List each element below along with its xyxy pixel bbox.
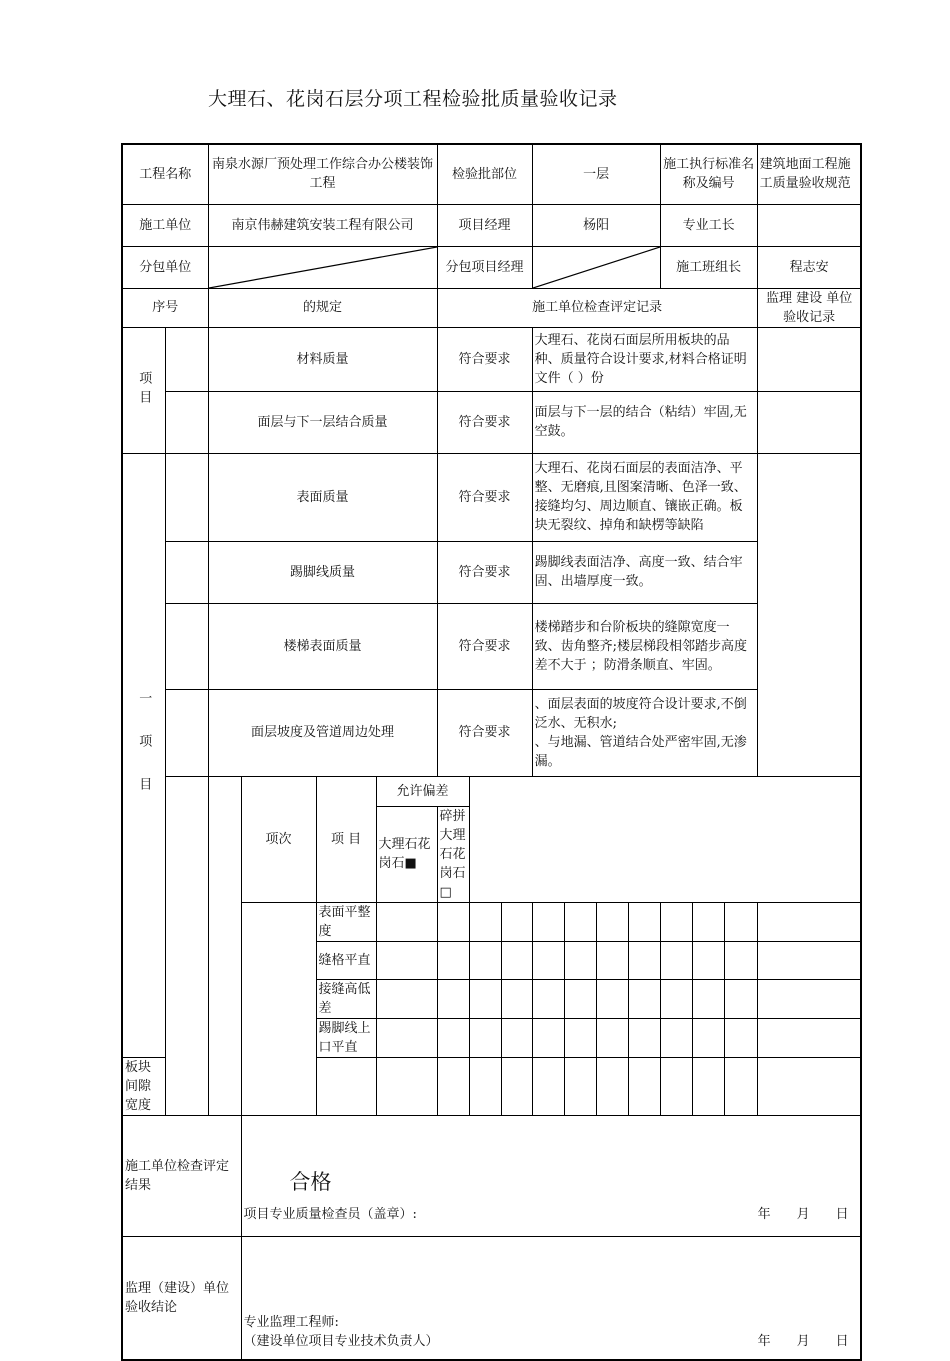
foreman-label: 专业工长 xyxy=(660,204,757,246)
standard-value: 建筑地面工程施工质量验收规范 xyxy=(757,144,861,204)
col-rule: 的规定 xyxy=(208,288,437,327)
team-leader-value: 程志安 xyxy=(757,246,861,288)
general-item-seq xyxy=(165,689,208,776)
deviation-item-label: 项 目 xyxy=(316,776,376,902)
general-item-result: 符合要求 xyxy=(437,453,532,541)
project-name-label: 工程名称 xyxy=(122,144,208,204)
general-item-name: 面层坡度及管道周边处理 xyxy=(208,689,437,776)
supervision-content xyxy=(241,1236,861,1360)
col-seq: 序号 xyxy=(122,288,208,327)
general-group-label: 一项目 xyxy=(122,453,165,1057)
general-item-record: 楼梯踏步和台阶板块的缝隙宽度一致、齿角整齐;楼层梯段相邻踏步高度差不大于 ；防滑条顺直、牢固。 xyxy=(532,603,757,689)
general-item-record: 大理石、花岗石面层的表面洁净、平整、无磨痕,且图案清晰、色泽一致、接缝均匀、周边顺直、镶嵌正确。板块无裂纹、掉角和缺楞等缺陷 xyxy=(532,453,757,541)
general-item-name: 踢脚线质量 xyxy=(208,541,437,603)
general-item-record: 踢脚线表面洁净、高度一致、结合牢固、出墙厚度一致。 xyxy=(532,541,757,603)
sub-value-empty xyxy=(208,246,437,288)
foreman-value xyxy=(757,204,861,246)
deviation-seq-label: 项次 xyxy=(241,776,316,902)
sub-pm-value-empty xyxy=(532,246,660,288)
deviation-row-label: 表面平整度 xyxy=(316,902,376,941)
pm-value: 杨阳 xyxy=(532,204,660,246)
general-item-seq xyxy=(165,541,208,603)
main-item-result: 符合要求 xyxy=(437,327,532,391)
col-supervision: 监理 建设 单位验收记录 xyxy=(757,288,861,327)
col-check-record: 施工单位检查评定记录 xyxy=(437,288,757,327)
batch-part-value: 一层 xyxy=(532,144,660,204)
inspection-form xyxy=(121,143,862,1361)
allowed-deviation-label: 允许偏差 xyxy=(376,776,469,806)
result-verdict: 合格 xyxy=(289,1170,332,1194)
main-item-seq xyxy=(165,327,208,391)
supervision-label: 监理（建设）单位验收结论 xyxy=(122,1236,241,1360)
diagonal-slash xyxy=(533,247,660,288)
deviation-seq-col xyxy=(241,902,316,1115)
tech-lead-label: （建设单位项目专业技术负责人） xyxy=(243,1334,439,1349)
main-item-record: 面层与下一层的结合（粘结）牢固,无空鼓。 xyxy=(532,391,757,453)
result-label: 施工单位检查评定结果 xyxy=(122,1115,241,1236)
main-item-supervision xyxy=(757,327,861,391)
deviation-col-mosaic: 碎拼大理石花岗石□ xyxy=(437,806,469,902)
sub-label: 分包单位 xyxy=(122,246,208,288)
result-date: 年 月 日 xyxy=(757,1206,849,1222)
general-item-result: 符合要求 xyxy=(437,603,532,689)
deviation-row-label: 接缝高低差 xyxy=(316,979,376,1018)
contractor-value: 南京伟赫建筑安装工程有限公司 xyxy=(208,204,437,246)
general-item-record: 、面层表面的坡度符合设计要求,不倒泛水、无积水; 、与地漏、管道结合处严密牢固,无渗漏。 xyxy=(532,689,757,776)
main-item-supervision xyxy=(757,391,861,453)
general-item-supervision xyxy=(757,453,861,776)
inspector-label: 项目专业质量检查员（盖章）: xyxy=(243,1206,417,1222)
main-item-name: 材料质量 xyxy=(208,327,437,391)
deviation-row-label: 板块间隙宽度 xyxy=(122,1057,165,1115)
sub-pm-label: 分包项目经理 xyxy=(437,246,532,288)
deviation-row-label: 踢脚线上口平直 xyxy=(316,1018,376,1057)
diagonal-slash xyxy=(209,247,437,288)
page-title: 大理石、花岗石层分项工程检验批质量验收记录 xyxy=(208,88,618,110)
batch-part-label: 检验批部位 xyxy=(437,144,532,204)
general-item-seq xyxy=(165,453,208,541)
supervision-date: 年 月 日 xyxy=(757,1334,849,1349)
deviation-spacer xyxy=(208,776,241,1115)
main-item-name: 面层与下一层结合质量 xyxy=(208,391,437,453)
main-group-label: 项目 xyxy=(122,327,165,453)
pm-label: 项目经理 xyxy=(437,204,532,246)
main-item-result: 符合要求 xyxy=(437,391,532,453)
general-item-result: 符合要求 xyxy=(437,541,532,603)
deviation-measure-blank xyxy=(469,776,861,902)
general-item-name: 表面质量 xyxy=(208,453,437,541)
general-item-name: 楼梯表面质量 xyxy=(208,603,437,689)
main-item-record: 大理石、花岗石面层所用板块的品种、质量符合设计要求,材料合格证明文件（ ）份 xyxy=(532,327,757,391)
contractor-label: 施工单位 xyxy=(122,204,208,246)
general-item-seq xyxy=(165,603,208,689)
main-item-seq xyxy=(165,391,208,453)
general-item-result: 符合要求 xyxy=(437,689,532,776)
result-content xyxy=(241,1115,861,1236)
deviation-seq-blank xyxy=(165,776,208,1115)
team-leader-label: 施工班组长 xyxy=(660,246,757,288)
standard-label: 施工执行标准名称及编号 xyxy=(660,144,757,204)
deviation-row-label: 缝格平直 xyxy=(316,941,376,979)
project-name-value: 南泉水源厂预处理工作综合办公楼装饰工程 xyxy=(208,144,437,204)
engineer-label: 专业监理工程师: xyxy=(243,1315,339,1330)
deviation-col-marble: 大理石花岗石■ xyxy=(376,806,437,902)
